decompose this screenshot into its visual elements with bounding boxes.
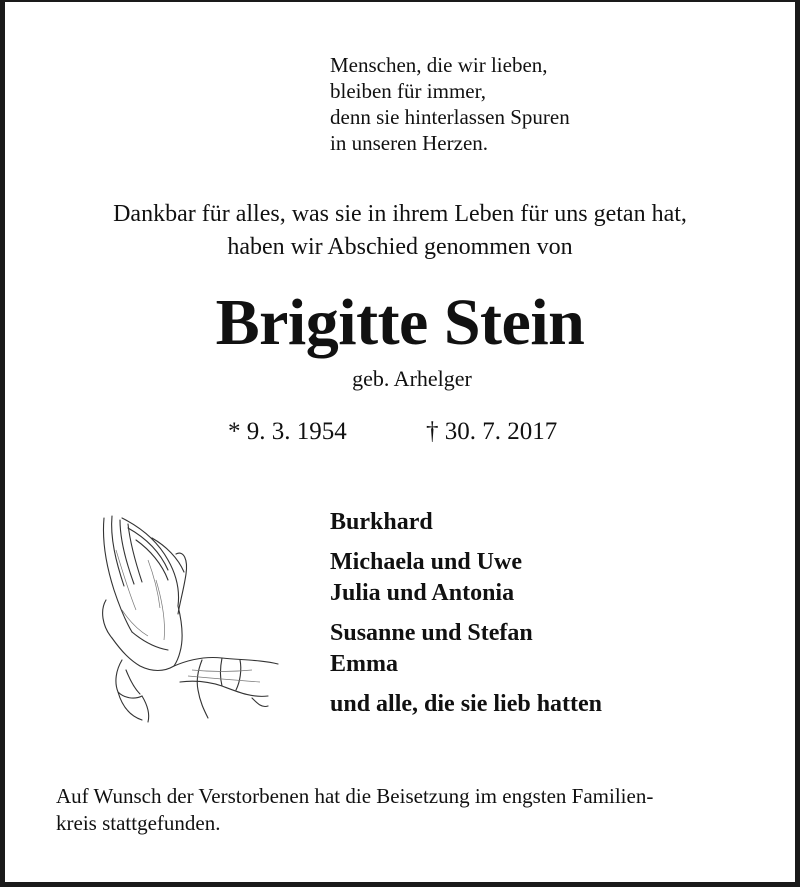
mourner-group bbox=[330, 689, 602, 720]
mourner-name: Emma bbox=[330, 651, 398, 677]
maiden-name: geb. Arhelger bbox=[352, 366, 472, 391]
poem-line: denn sie hinterlassen Spuren bbox=[330, 105, 570, 129]
maiden-name-wrap bbox=[0, 365, 800, 393]
deceased-name: Brigitte Stein bbox=[215, 286, 585, 359]
mourner-group bbox=[330, 507, 602, 538]
praying-hands-icon bbox=[92, 510, 292, 725]
mourner-name: Michaela und Uwe bbox=[330, 549, 522, 575]
intro-line: Dankbar für alles, was sie in ihrem Leben für uns getan hat, bbox=[113, 201, 687, 227]
mourner-name: Julia und Antonia bbox=[330, 580, 515, 606]
poem-line: in unseren Herzen. bbox=[330, 131, 489, 155]
memorial-poem bbox=[330, 52, 570, 156]
intro-text bbox=[0, 198, 800, 264]
mourner-name: Burkhard bbox=[330, 509, 433, 535]
death-date: † 30. 7. 2017 bbox=[426, 418, 558, 445]
closing-line: Auf Wunsch der Verstorbenen hat die Beisetzung im engsten Familien- bbox=[56, 784, 654, 808]
mourner-name: und alle, die sie lieb hatten bbox=[330, 691, 603, 717]
closing-line: kreis stattgefunden. bbox=[56, 811, 221, 835]
mourner-group bbox=[330, 618, 602, 680]
closing-note bbox=[56, 783, 653, 837]
mourners-list bbox=[330, 507, 602, 729]
intro-line: haben wir Abschied genommen von bbox=[227, 234, 573, 260]
poem-line: bleiben für immer, bbox=[330, 79, 487, 103]
birth-date: * 9. 3. 1954 bbox=[228, 418, 347, 445]
poem-line: Menschen, die wir lieben, bbox=[330, 53, 548, 77]
mourner-group bbox=[330, 547, 602, 609]
mourner-name: Susanne und Stefan bbox=[330, 620, 533, 646]
